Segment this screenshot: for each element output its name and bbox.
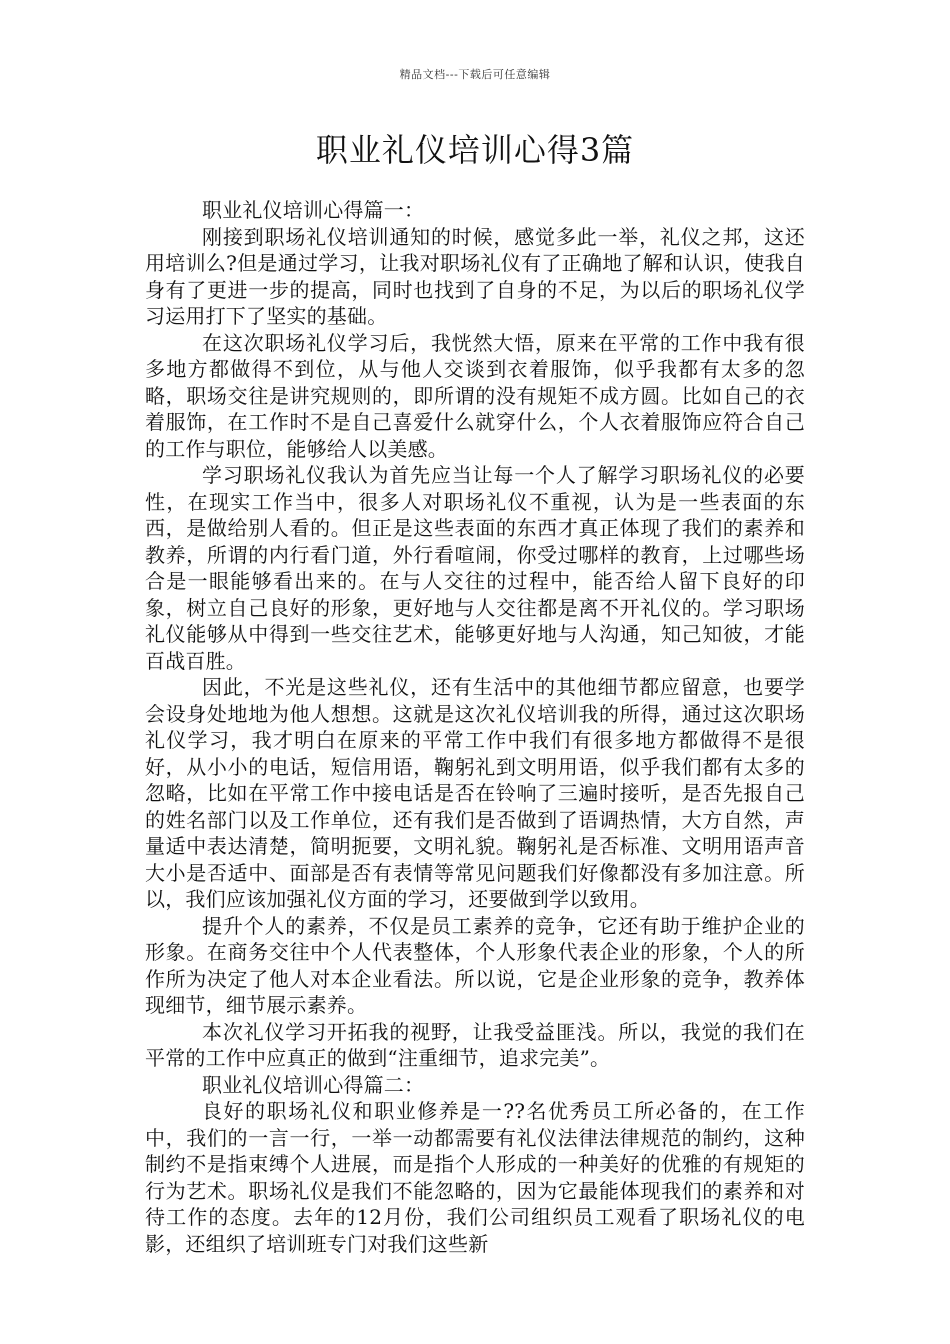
paragraph: 在这次职场礼仪学习后，我恍然大悟，原来在平常的工作中我有很多地方都做得不到位，从与他人交谈到衣着服饰，似乎我都有太多的忽略，职场交往是讲究规则的，即所谓的没有规矩不成方圆。比如自己的衣着服饰，在工作时不是自己喜爱什么就穿什么，个人衣着服饰应符合自己的工作与职位，能够给人以美感。 — [145, 330, 805, 461]
paragraph: 本次礼仪学习开拓我的视野，让我受益匪浅。所以，我觉的我们在平常的工作中应真正的做到“注重细节，追求完美”。 — [145, 1019, 805, 1070]
document-title: 职业礼仪培训心得3篇 — [315, 131, 635, 169]
section-heading-one: 职业礼仪培训心得篇一： — [202, 198, 425, 222]
paragraph: 提升个人的素养，不仅是员工素养的竞争，它还有助于维护企业的形象。在商务交往中个人代表整体，个人形象代表企业的形象，个人的所作所为决定了他人对本企业看法。所以说，它是企业形象的竞争，教养体现细节，细节展示素养。 — [145, 913, 805, 1017]
paragraph: 刚接到职场礼仪培训通知的时候，感觉多此一举，礼仪之邦，这还用培训么?但是通过学习，让我对职场礼仪有了正确地了解和认识，使我自身有了更进一步的提高，同时也找到了自身的不足，为以后的职场礼仪学习运用打下了坚实的基础。 — [145, 224, 805, 328]
paragraph: 良好的职场礼仪和职业修养是一??名优秀员工所必备的，在工作中，我们的一言一行，一举一动都需要有礼仪法律法律规范的制约，这种制约不是指束缚个人进展，而是指个人形成的一种美好的优雅的有规矩的行为艺术。职场礼仪是我们不能忽略的，因为它最能体现我们的素养和对待工作的态度。去年的12月份，我们公司组织员工观看了职场礼仪的电影，还组织了培训班专门对我们这些新 — [145, 1099, 805, 1256]
paragraph: 学习职场礼仪我认为首先应当让每一个人了解学习职场礼仪的必要性，在现实工作当中，很多人对职场礼仪不重视，认为是一些表面的东西，是做给别人看的。但正是这些表面的东西才真正体现了我们的素养和教养，所谓的内行看门道，外行看喧闹，你受过哪样的教育，上过哪些场合是一眼能够看出来的。在与人交往的过程中，能否给人留下良好的印象，树立自己良好的形象，更好地与人交往都是离不开礼仪的。学习职场礼仪能够从中得到一些交往艺术，能够更好地与人沟通，知己知彼，才能百战百胜。 — [145, 463, 805, 673]
document-body — [145, 197, 805, 1257]
section-heading-two: 职业礼仪培训心得篇二： — [202, 1072, 425, 1097]
header-note: 精品文档---下载后可任意编辑 — [399, 68, 551, 81]
paragraph: 因此，不光是这些礼仪，还有生活中的其他细节都应留意，也要学会设身处地地为他人想想。这就是这次礼仪培训我的所得，通过这次职场礼仪学习，我才明白在原来的平常工作中我们有很多地方都做得不是很好，从小小的电话，短信用语，鞠躬礼到文明用语，似乎我们都有太多的忽略，比如在平常工作中接电话是否在铃响了三遍时接听，是否先报自己的姓名部门以及工作单位，还有我们是否做到了语调热情，大方自然，声量适中表达清楚，简明扼要，文明礼貌。鞠躬礼是否标准、文明用语声音大小是否适中、面部是否有表情等常见问题我们好像都没有多加注意。所以，我们应该加强礼仪方面的学习，还要做到学以致用。 — [145, 675, 805, 911]
